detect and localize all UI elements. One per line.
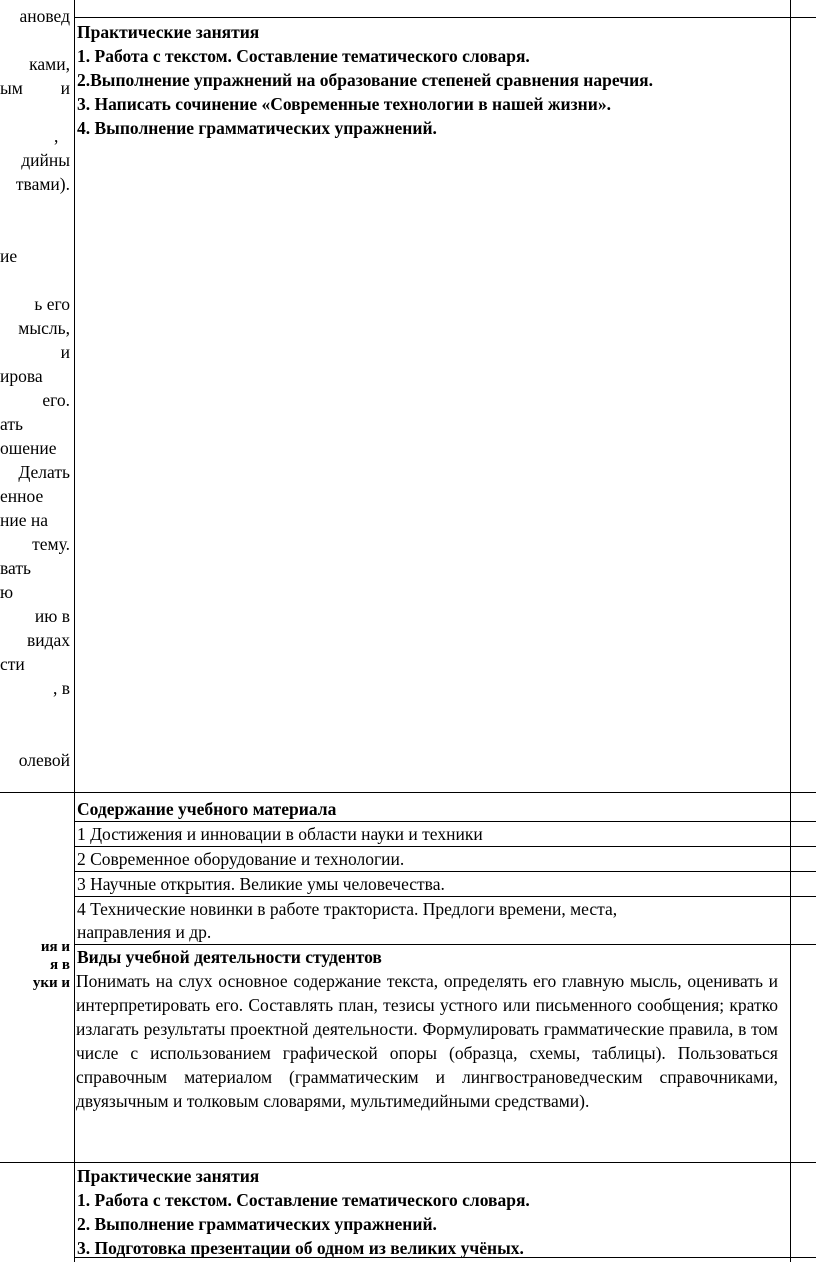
section3-item: 2. Выполнение грамматических упражнений. xyxy=(77,1214,437,1234)
section3-heading: Практические занятия xyxy=(77,1166,260,1186)
left-fragment: мысль, xyxy=(18,318,70,338)
left-fragment: ками, xyxy=(29,54,70,74)
activities-heading: Виды учебной деятельности студентов xyxy=(77,947,382,967)
left-fragment: я в xyxy=(50,957,70,973)
table-border-section2-end xyxy=(0,1162,816,1163)
left-fragment: уки и xyxy=(32,975,70,991)
left-fragment: Делать xyxy=(18,462,70,482)
section1-item: 3. Написать сочинение «Современные технологии в нашей жизни». xyxy=(77,94,611,114)
left-fragment: и xyxy=(60,342,70,362)
left-fragment-part: и xyxy=(60,78,70,98)
left-fragment: твами). xyxy=(15,174,70,194)
table-border-right-col xyxy=(790,0,791,1262)
left-fragment: сти xyxy=(0,654,25,674)
content-item: 2 Современное оборудование и технологии. xyxy=(77,849,405,869)
left-fragment: ь его xyxy=(34,294,70,314)
left-fragment: вать xyxy=(0,558,31,578)
content-item: направления и др. xyxy=(77,922,212,942)
left-fragment: , в xyxy=(52,678,70,698)
section2-left-column xyxy=(0,938,70,1002)
left-fragment xyxy=(0,76,70,100)
table-border-top xyxy=(74,17,816,18)
section3-item: 3. Подготовка презентации об одном из великих учёных. xyxy=(77,1238,524,1258)
left-fragment: ие xyxy=(0,246,18,266)
left-fragment: видах xyxy=(26,630,70,650)
section1-item: 1. Работа с текстом. Составление тематического словаря. xyxy=(77,46,530,66)
content-item: 1 Достижения и инновации в области науки и техники xyxy=(77,824,483,844)
left-fragment: тему. xyxy=(32,534,70,554)
content-item: 3 Научные открытия. Великие умы человечества. xyxy=(77,874,445,894)
left-fragment: ю xyxy=(0,582,14,602)
left-fragment: ать xyxy=(0,414,23,434)
left-fragment: ошение xyxy=(0,438,57,458)
left-fragment: ановед xyxy=(19,6,70,26)
section1-item: 2.Выполнение упражнений на образование степеней сравнения наречия. xyxy=(77,70,654,90)
left-fragment: ия и xyxy=(40,939,70,955)
left-fragment: ирова xyxy=(0,366,43,386)
section1-item: 4. Выполнение грамматических упражнений. xyxy=(77,118,437,138)
left-fragment: енное xyxy=(0,486,44,506)
left-fragment-part: ым xyxy=(0,78,23,98)
left-fragment: дийны xyxy=(21,150,70,170)
left-fragment: его. xyxy=(42,390,70,410)
table-border-section1-end xyxy=(0,792,816,793)
table-border-left-col xyxy=(74,0,75,1262)
content-item: 4 Технические новинки в работе тракториста. Предлоги времени, места, xyxy=(77,899,618,919)
left-fragment: , xyxy=(54,126,59,146)
section1-left-column xyxy=(0,0,70,790)
section3-item: 1. Работа с текстом. Составление тематического словаря. xyxy=(77,1190,530,1210)
left-fragment: олевой xyxy=(18,750,70,770)
left-fragment: ию в xyxy=(34,606,70,626)
section1-heading: Практические занятия xyxy=(77,22,260,42)
content-heading: Содержание учебного материала xyxy=(77,799,337,819)
left-fragment: ние на xyxy=(0,510,49,530)
activities-text: Понимать на слух основное содержание текста, определять его главную мысль, оценивать и интерпретировать его. Составлять план, тезисы устного или письменного сообщения; кратко излагать результаты проектной деятельности. Формулировать грамматические правила, в том числе с использованием графической опоры (образца, схемы, таблицы). Пользоваться справочным материалом (грамматическим и лингвострановедческим справочниками, двуязычным и толковым словарями, мультимедийными средствами). xyxy=(76,971,778,1111)
